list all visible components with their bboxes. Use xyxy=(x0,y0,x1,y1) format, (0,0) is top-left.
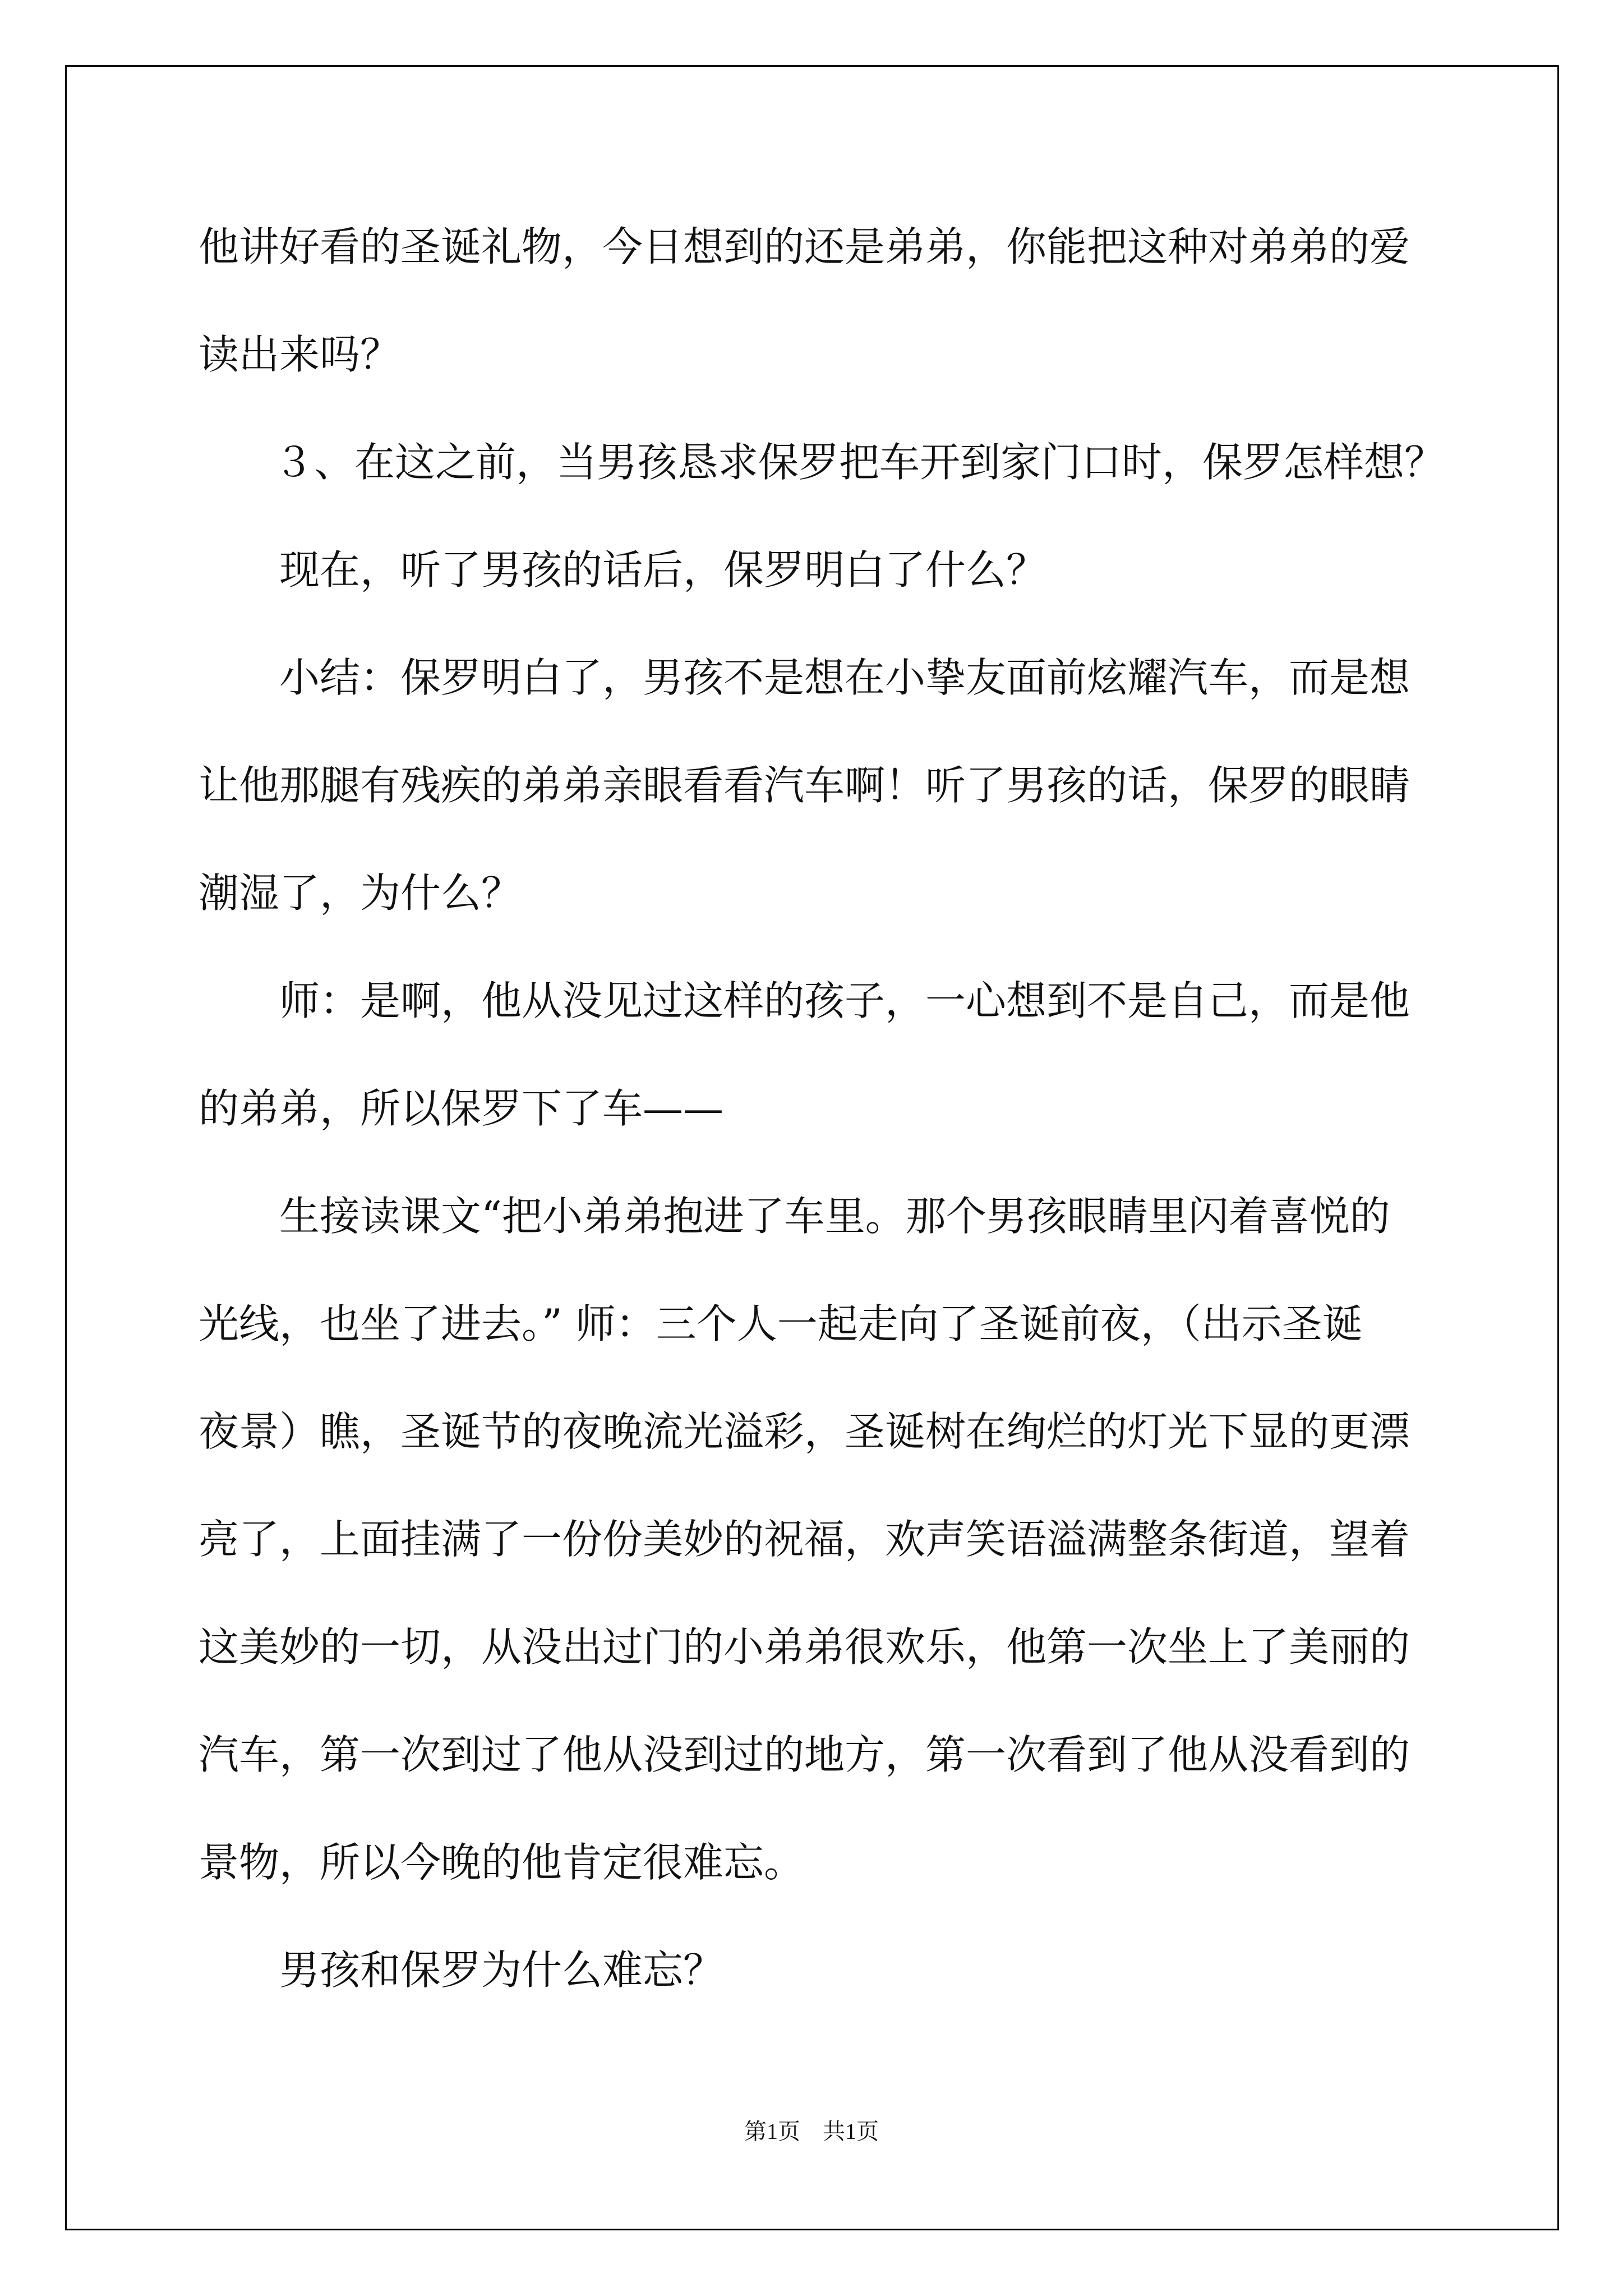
text-line: 小结：保罗明白了，男孩不是想在小挚友面前炫耀汽车，而是想 xyxy=(279,654,1410,701)
text-line: 读出来吗？ xyxy=(199,331,401,378)
text-line: 潮湿了，为什么？ xyxy=(199,869,522,917)
text-line: 的弟弟，所以保罗下了车—— xyxy=(199,1085,724,1132)
text-line: 夜景）瞧，圣诞节的夜晚流光溢彩，圣诞树在绚烂的灯光下显的更漂 xyxy=(199,1408,1410,1455)
text-line: 师：是啊，他从没见过这样的孩子，一心想到不是自己，而是他 xyxy=(279,977,1410,1024)
page-footer: 第1页 共1页 xyxy=(744,2119,879,2144)
text-line: 现在，听了男孩的话后，保罗明白了什么？ xyxy=(279,546,1047,593)
text-line: ３、在这之前，当男孩恳求保罗把车开到家门口时，保罗怎样想？ xyxy=(274,439,1445,486)
text-line: 这美妙的一切，从没出过门的小弟弟很欢乐，他第一次坐上了美丽的 xyxy=(199,1623,1410,1671)
text-line: 景物，所以今晚的他肯定很难忘。 xyxy=(199,1839,805,1886)
text-line: 汽车，第一次到过了他从没到过的地方，第一次看到了他从没看到的 xyxy=(199,1731,1410,1778)
text-line: 生接读课文“把小弟弟抱进了车里。那个男孩眼睛里闪着喜悦的 xyxy=(279,1193,1390,1240)
text-line: 光线，也坐了进去。” 师：三个人一起走向了圣诞前夜，（出示圣诞 xyxy=(199,1300,1363,1347)
text-line: 让他那腿有残疾的弟弟亲眼看看汽车啊！听了男孩的话，保罗的眼睛 xyxy=(199,762,1410,809)
page-border xyxy=(65,65,1559,2230)
text-line: 他讲好看的圣诞礼物，今日想到的还是弟弟，你能把这种对弟弟的爱 xyxy=(199,223,1410,270)
text-line: 亮了，上面挂满了一份份美妙的祝福，欢声笑语溢满整条街道，望着 xyxy=(199,1516,1410,1563)
text-line: 男孩和保罗为什么难忘？ xyxy=(279,1947,724,1994)
